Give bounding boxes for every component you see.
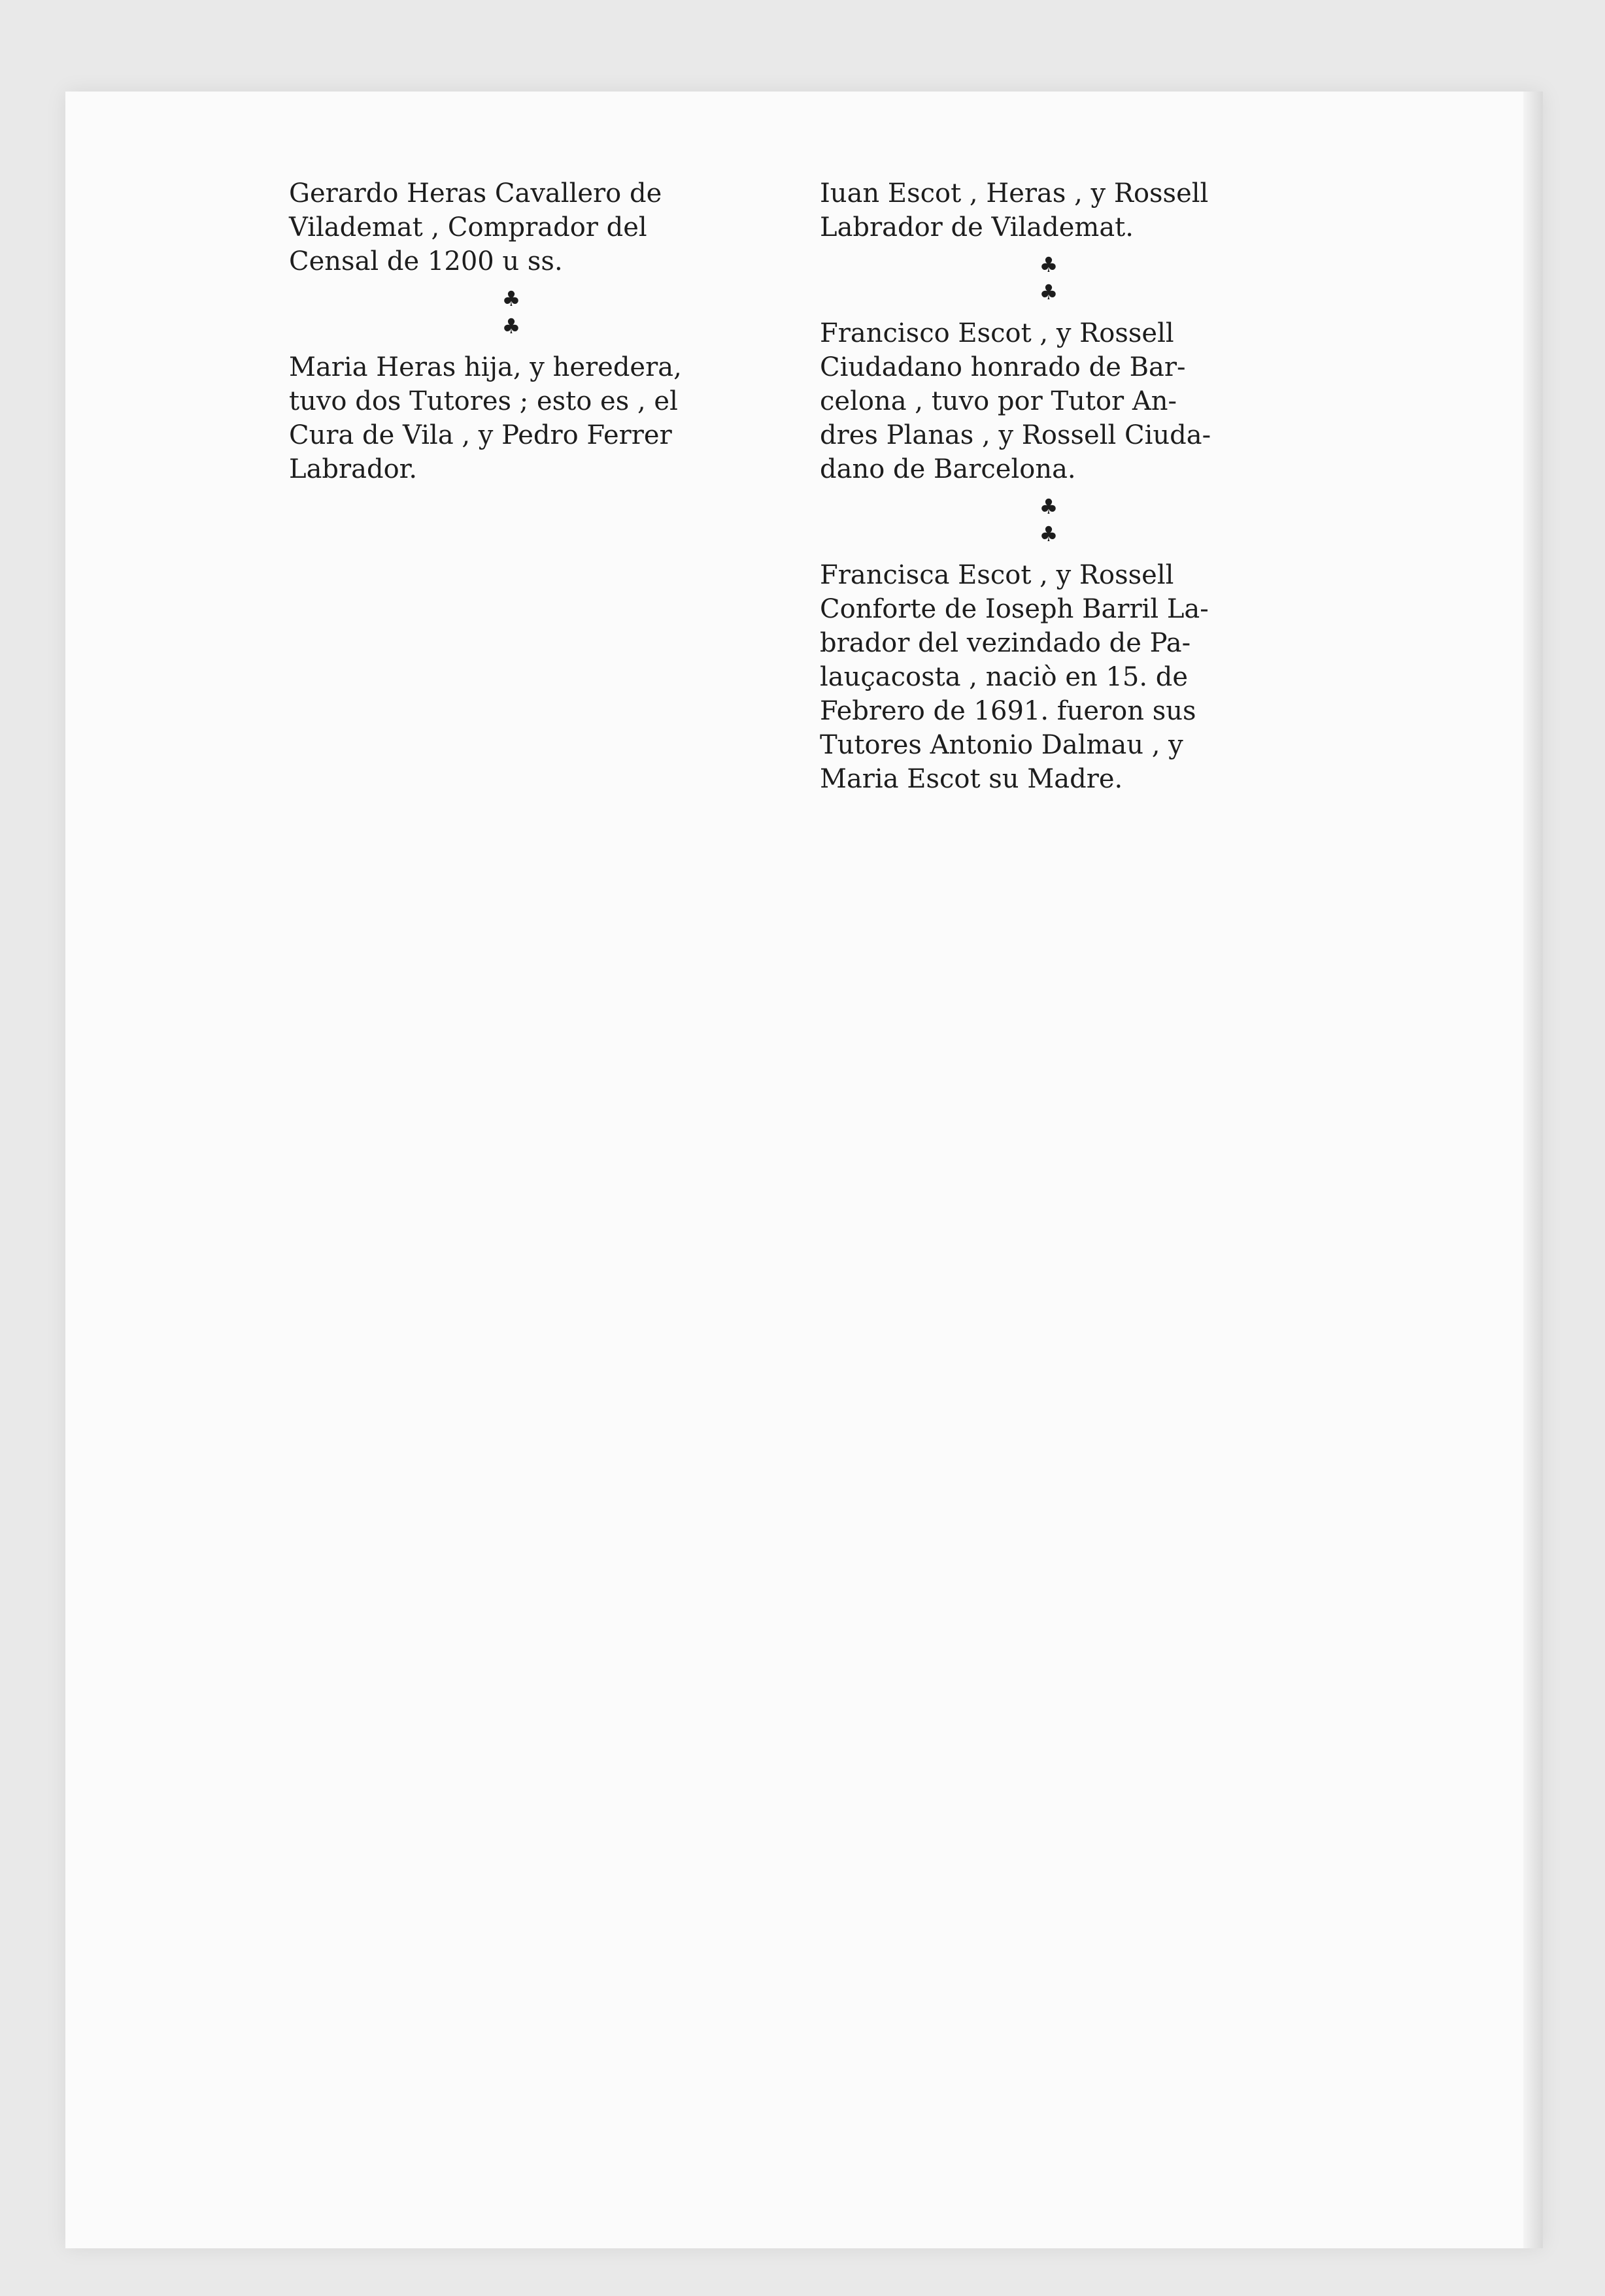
genealogy-connector (820, 251, 1277, 306)
genealogy-connector (820, 493, 1277, 548)
text-line: Vilademat , Comprador del (289, 212, 647, 242)
text-line: dano de Barcelona. (820, 454, 1076, 484)
ornament-icon: ♣ (501, 314, 521, 339)
text-line: Iuan Escot , Heras , y Rossell (820, 178, 1209, 208)
entry-maria-heras (289, 350, 734, 486)
left-column (289, 176, 734, 486)
text-line: Labrador. (289, 454, 418, 484)
page-edge (1523, 92, 1543, 2248)
text-line: lauçacosta , naciò en 15. de (820, 662, 1189, 692)
ornament-icon: ♣ (1039, 252, 1058, 277)
text-line: Cura de Vila , y Pedro Ferrer (289, 420, 672, 450)
entry-francisca-escot (820, 558, 1277, 796)
text-line: brador del vezindado de Pa- (820, 628, 1191, 658)
text-line: Censal de 1200 u ss. (289, 246, 563, 276)
ornament-icon: ♣ (1039, 280, 1058, 305)
text-line: Ciudadano honrado de Bar- (820, 352, 1186, 382)
entry-francisco-escot (820, 316, 1277, 486)
text-line: Febrero de 1691. fueron sus (820, 696, 1196, 726)
text-line: Francisco Escot , y Rossell (820, 318, 1174, 348)
text-line: Conforte de Ioseph Barril La- (820, 594, 1209, 624)
entry-gerardo-heras (289, 176, 734, 278)
genealogy-connector (289, 285, 734, 340)
ornament-icon: ♣ (501, 286, 521, 311)
text-line: dres Planas , y Rossell Ciuda- (820, 420, 1211, 450)
text-line: Maria Heras hija, y heredera, (289, 352, 682, 382)
right-column (820, 176, 1277, 796)
text-line: celona , tuvo por Tutor An- (820, 386, 1177, 416)
ornament-icon: ♣ (1039, 522, 1058, 546)
text-line: Tutores Antonio Dalmau , y (820, 730, 1183, 760)
document-page (65, 92, 1543, 2248)
text-line: tuvo dos Tutores ; esto es , el (289, 386, 678, 416)
entry-iuan-escot (820, 176, 1277, 244)
text-line: Francisca Escot , y Rossell (820, 560, 1174, 590)
text-line: Maria Escot su Madre. (820, 764, 1123, 794)
text-line: Gerardo Heras Cavallero de (289, 178, 662, 208)
ornament-icon: ♣ (1039, 494, 1058, 519)
text-line: Labrador de Vilademat. (820, 212, 1134, 242)
